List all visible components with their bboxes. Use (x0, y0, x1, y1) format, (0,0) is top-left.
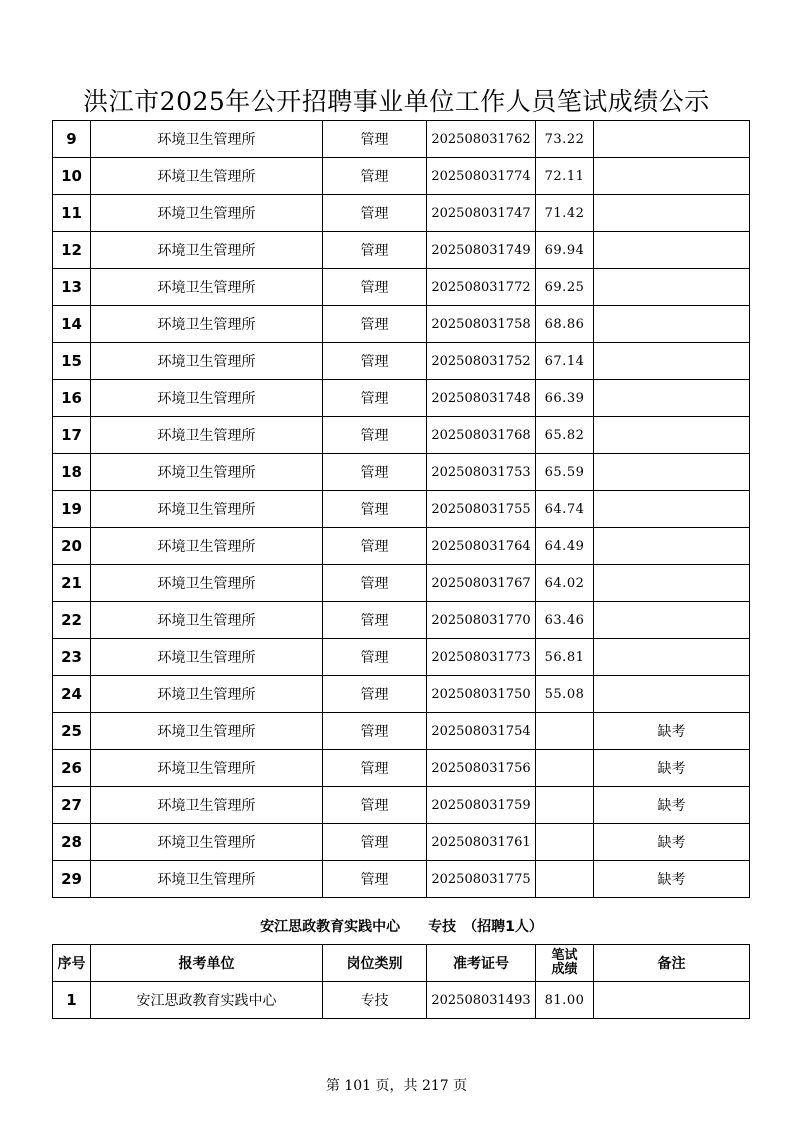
header-score-line2: 成绩 (551, 962, 578, 977)
cell-unit: 环境卫生管理所 (91, 787, 323, 824)
cell-no: 12 (53, 232, 91, 269)
cell-unit: 环境卫生管理所 (91, 158, 323, 195)
cell-no: 10 (53, 158, 91, 195)
cell-category: 管理 (323, 158, 427, 195)
cell-exam-id: 202508031493 (427, 982, 536, 1019)
cell-no: 28 (53, 824, 91, 861)
table-row (53, 565, 750, 602)
cell-exam-id: 202508031768 (427, 417, 536, 454)
cell-category: 管理 (323, 232, 427, 269)
table-row (53, 454, 750, 491)
cell-category: 管理 (323, 195, 427, 232)
cell-note: 缺考 (594, 824, 750, 861)
cell-no: 15 (53, 343, 91, 380)
cell-score: 73.22 (536, 121, 594, 158)
cell-category: 管理 (323, 343, 427, 380)
cell-score: 56.81 (536, 639, 594, 676)
cell-note: 缺考 (594, 750, 750, 787)
table-row (53, 380, 750, 417)
cell-exam-id: 202508031770 (427, 602, 536, 639)
header-no: 序号 (53, 945, 91, 982)
cell-unit: 环境卫生管理所 (91, 602, 323, 639)
cell-no: 14 (53, 306, 91, 343)
cell-category: 专技 (323, 982, 427, 1019)
cell-exam-id: 202508031761 (427, 824, 536, 861)
cell-score: 81.00 (536, 982, 594, 1019)
table-row (53, 158, 750, 195)
cell-note (594, 158, 750, 195)
cell-category: 管理 (323, 824, 427, 861)
table-row (53, 750, 750, 787)
cell-exam-id: 202508031772 (427, 269, 536, 306)
cell-score: 69.94 (536, 232, 594, 269)
cell-score (536, 824, 594, 861)
table-row (53, 232, 750, 269)
header-unit: 报考单位 (91, 945, 323, 982)
cell-exam-id: 202508031749 (427, 232, 536, 269)
cell-unit: 环境卫生管理所 (91, 861, 323, 898)
cell-note (594, 343, 750, 380)
cell-score (536, 750, 594, 787)
cell-category: 管理 (323, 306, 427, 343)
cell-category: 管理 (323, 602, 427, 639)
table-row (53, 639, 750, 676)
cell-exam-id: 202508031747 (427, 195, 536, 232)
cell-exam-id: 202508031762 (427, 121, 536, 158)
cell-no: 9 (53, 121, 91, 158)
cell-note (594, 306, 750, 343)
cell-note (594, 195, 750, 232)
table-row (53, 676, 750, 713)
cell-no: 22 (53, 602, 91, 639)
cell-no: 27 (53, 787, 91, 824)
cell-exam-id: 202508031774 (427, 158, 536, 195)
cell-unit: 环境卫生管理所 (91, 380, 323, 417)
cell-score: 66.39 (536, 380, 594, 417)
cell-score: 63.46 (536, 602, 594, 639)
cell-note (594, 528, 750, 565)
cell-exam-id: 202508031756 (427, 750, 536, 787)
cell-exam-id: 202508031764 (427, 528, 536, 565)
cell-score: 65.82 (536, 417, 594, 454)
cell-note (594, 232, 750, 269)
cell-category: 管理 (323, 713, 427, 750)
header-note: 备注 (594, 945, 750, 982)
table-row (53, 491, 750, 528)
cell-no: 23 (53, 639, 91, 676)
cell-score: 55.08 (536, 676, 594, 713)
cell-note (594, 417, 750, 454)
table-row (53, 824, 750, 861)
table-row (53, 195, 750, 232)
cell-exam-id: 202508031753 (427, 454, 536, 491)
cell-no: 18 (53, 454, 91, 491)
cell-unit: 环境卫生管理所 (91, 713, 323, 750)
cell-category: 管理 (323, 380, 427, 417)
table-row (53, 343, 750, 380)
table-row (53, 861, 750, 898)
cell-category: 管理 (323, 417, 427, 454)
cell-no: 11 (53, 195, 91, 232)
cell-unit: 安江思政教育实践中心 (91, 982, 323, 1019)
table-row (53, 121, 750, 158)
cell-exam-id: 202508031755 (427, 491, 536, 528)
cell-score: 64.02 (536, 565, 594, 602)
table-row (53, 713, 750, 750)
cell-note: 缺考 (594, 861, 750, 898)
cell-category: 管理 (323, 787, 427, 824)
cell-no: 17 (53, 417, 91, 454)
cell-unit: 环境卫生管理所 (91, 306, 323, 343)
cell-unit: 环境卫生管理所 (91, 232, 323, 269)
cell-category: 管理 (323, 454, 427, 491)
cell-unit: 环境卫生管理所 (91, 528, 323, 565)
table-row (53, 528, 750, 565)
section-heading: 安江思政教育实践中心 专技 （招聘1人） (260, 919, 543, 935)
cell-score: 68.86 (536, 306, 594, 343)
page-title: 洪江市2025年公开招聘事业单位工作人员笔试成绩公示 (83, 87, 710, 116)
table-row (53, 306, 750, 343)
cell-note (594, 639, 750, 676)
cell-note (594, 676, 750, 713)
cell-unit: 环境卫生管理所 (91, 676, 323, 713)
cell-no: 19 (53, 491, 91, 528)
cell-unit: 环境卫生管理所 (91, 121, 323, 158)
section-table-body (53, 945, 750, 1019)
cell-score: 67.14 (536, 343, 594, 380)
cell-score: 65.59 (536, 454, 594, 491)
cell-unit: 环境卫生管理所 (91, 750, 323, 787)
cell-note: 缺考 (594, 713, 750, 750)
table-row (53, 982, 750, 1019)
table-row (53, 417, 750, 454)
cell-category: 管理 (323, 269, 427, 306)
cell-score: 72.11 (536, 158, 594, 195)
table-header-row (53, 945, 750, 982)
cell-exam-id: 202508031759 (427, 787, 536, 824)
cell-category: 管理 (323, 750, 427, 787)
section-results-table (52, 944, 750, 1019)
cell-note (594, 491, 750, 528)
cell-no: 13 (53, 269, 91, 306)
cell-no: 20 (53, 528, 91, 565)
cell-score: 71.42 (536, 195, 594, 232)
cell-unit: 环境卫生管理所 (91, 343, 323, 380)
page-footer: 第 101 页，共 217 页 (325, 1078, 468, 1094)
cell-exam-id: 202508031775 (427, 861, 536, 898)
header-exam-id: 准考证号 (427, 945, 536, 982)
cell-note (594, 380, 750, 417)
cell-unit: 环境卫生管理所 (91, 417, 323, 454)
results-table (52, 120, 750, 898)
cell-note (594, 602, 750, 639)
cell-no: 21 (53, 565, 91, 602)
cell-category: 管理 (323, 565, 427, 602)
cell-no: 26 (53, 750, 91, 787)
cell-unit: 环境卫生管理所 (91, 454, 323, 491)
table-row (53, 602, 750, 639)
cell-exam-id: 202508031754 (427, 713, 536, 750)
cell-exam-id: 202508031750 (427, 676, 536, 713)
cell-score (536, 713, 594, 750)
cell-note (594, 565, 750, 602)
cell-note: 缺考 (594, 787, 750, 824)
cell-no: 24 (53, 676, 91, 713)
cell-note (594, 454, 750, 491)
cell-exam-id: 202508031758 (427, 306, 536, 343)
cell-unit: 环境卫生管理所 (91, 639, 323, 676)
cell-no: 29 (53, 861, 91, 898)
cell-score (536, 861, 594, 898)
cell-note (594, 982, 750, 1019)
cell-no: 1 (53, 982, 91, 1019)
cell-score: 64.74 (536, 491, 594, 528)
cell-note (594, 121, 750, 158)
results-table-body (53, 121, 750, 898)
header-category: 岗位类别 (323, 945, 427, 982)
cell-unit: 环境卫生管理所 (91, 491, 323, 528)
cell-no: 25 (53, 713, 91, 750)
header-score (536, 945, 594, 982)
cell-exam-id: 202508031748 (427, 380, 536, 417)
cell-category: 管理 (323, 121, 427, 158)
cell-unit: 环境卫生管理所 (91, 824, 323, 861)
cell-category: 管理 (323, 639, 427, 676)
cell-unit: 环境卫生管理所 (91, 565, 323, 602)
header-score-line1: 笔试 (551, 948, 578, 963)
cell-exam-id: 202508031773 (427, 639, 536, 676)
cell-score (536, 787, 594, 824)
cell-category: 管理 (323, 528, 427, 565)
cell-category: 管理 (323, 861, 427, 898)
cell-exam-id: 202508031767 (427, 565, 536, 602)
cell-note (594, 269, 750, 306)
cell-category: 管理 (323, 491, 427, 528)
cell-score: 69.25 (536, 269, 594, 306)
cell-unit: 环境卫生管理所 (91, 195, 323, 232)
cell-no: 16 (53, 380, 91, 417)
table-row (53, 269, 750, 306)
table-row (53, 787, 750, 824)
cell-category: 管理 (323, 676, 427, 713)
cell-exam-id: 202508031752 (427, 343, 536, 380)
cell-score: 64.49 (536, 528, 594, 565)
cell-unit: 环境卫生管理所 (91, 269, 323, 306)
